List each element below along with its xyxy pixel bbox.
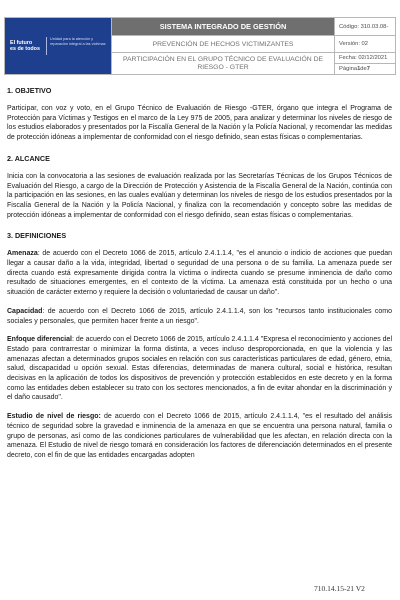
definition-amenaza	[7, 249, 392, 298]
section-title-definiciones: 3. DEFINICIONES	[7, 231, 67, 241]
document-header	[4, 17, 396, 75]
section-text-objetivo: Participar, con voz y voto, en el Grupo Técnico de Evaluación de Riesgo -GTER, órgano que integra el Programa de Protección para Víctimas y Testigos en el marco de la Ley 975 de 2005, para analizar y determinar los niveles de riesgo de los estudios elaborados y presentados por la Fiscalía General de la Nación y la Policía Nacional, y recomendar las medidas de protección idóneas a implementar de conformidad con el riesgo definido, sean estas físicas o complementarias.	[7, 105, 392, 142]
header-title-block	[112, 18, 335, 74]
process-name: PREVENCIÓN DE HECHOS VICTIMIZANTES	[112, 36, 334, 53]
document-body	[7, 86, 392, 461]
section-text-alcance: Inicia con la convocatoria a las sesiones de evaluación realizada por las Secretarías Técnicas de los Grupos Técnicos de Evaluación del Riesgo, a cargo de la Dirección de Protección y Asistencia de la Fiscalía General de la Nación, continúa con la participación en las sesiones, en las cuales evalúan y determinan los niveles de riesgo de los estudios presentados por la Fiscalía General de la Nación y la Policía Nacional, y finaliza con la recomendación y concepto sobre las medidas de protección idóneas a implementar de conformidad con el riesgo definido, sean estas físicas o complementarias.	[7, 172, 392, 219]
section-title-objetivo: 1. OBJETIVO	[7, 86, 52, 95]
document-code: Código: 310.03.08-	[335, 18, 395, 36]
page-current: 1	[357, 65, 361, 72]
definition-term: Enfoque diferencial	[7, 336, 72, 344]
definition-estudio-nivel-riesgo	[7, 412, 392, 461]
page-prefix: Página	[339, 65, 358, 72]
definition-term: Estudio de nivel de riesgo:	[7, 413, 101, 421]
footer-form-code: 710.14.15-21 V2	[314, 584, 365, 593]
definition-text: : de acuerdo con el Decreto 1066 de 2015, artículo 2.4.1.1.4, "es el anuncio o indicio de acciones que puedan llegar a causar daño a la vida, integridad, libertad o seguridad de una persona o de su familia. La amenaza puede ser directa cuando está expresamente dirigida contra la víctima o indirecta cuando se presume inminencia de daño como resultado de situaciones emergentes, en el contexto de la víctima. La amenaza está constituida por un hecho o una situación de carácter externo y requiere la decisión o voluntariedad de causar un daño".	[7, 250, 392, 297]
institution-logo	[5, 18, 112, 74]
section-title-alcance: 2. ALCANCE	[7, 153, 50, 163]
definition-enfoque-diferencial	[7, 335, 392, 403]
logo-divider	[46, 37, 47, 55]
document-version: Versión: 02	[335, 36, 395, 53]
definition-text: de acuerdo con el Decreto 1066 de 2015, artículo 2.4.1.1.4, "es el resultado del análisis técnico de seguridad sobre la gravedad e inminencia de la amenaza en que se encuentra una persona natural, familia o grupo de personas, así como de las condiciones particulares de vulnerabilidad que les afectan, en relación directa con la amenaza. El Estudio de nivel de riesgo tomará en consideración los factores de diferenciación determinados en el presente decreto, con el fin de que las entidades encargadas adopten	[7, 413, 393, 459]
page-total: 7	[366, 65, 370, 72]
definition-capacidad	[7, 307, 392, 326]
document-date: Fecha: 02/12/2021	[335, 53, 395, 63]
definition-text: : de acuerdo con el Decreto 1066 de 2015, artículo 2.4.1.1.4, son los "recursos tanto institucionales como sociales y personales, que permiten hacer frente a un riesgo".	[7, 307, 392, 325]
logo-slogan: El futuro es de todos	[10, 40, 40, 52]
logo-unit-name: Unidad para la atención y reparación integral a las víctimas	[50, 37, 106, 46]
document-title: PARTICIPACIÓN EN EL GRUPO TÉCNICO DE EVALUACIÓN DE RIESGO - GTER	[122, 55, 324, 71]
system-title: SISTEMA INTEGRADO DE GESTIÓN	[112, 18, 334, 36]
definition-term: Amenaza	[7, 250, 38, 258]
page-number	[335, 64, 395, 74]
definition-text: : de acuerdo con el Decreto 1066 de 2015, artículo 2.4.1.1.4 "Expresa el reconocimiento y acciones del Estado para contrarrestar o minimizar la forma distinta, a veces incluso desproporcionada, en que la violencia y las amenazas afectan a determinados grupos sociales en relación con sus características particulares de edad, género, etnia, salud, discapacidad u opción sexual. Estas diferencias, determinadas de manera cultural, social e histórica, resultan decisivas en la aplicación de todos los dispositivos de prevención y protección establecidos en este decreto y en la forma como las entidades deben establecer su trato con los sectores mencionados, a fin de evitar ahondar en la discriminación y el daño causado".	[7, 336, 392, 402]
page-of: de	[360, 65, 367, 72]
definition-term: Capacidad	[7, 307, 43, 315]
header-meta-block	[335, 18, 395, 74]
